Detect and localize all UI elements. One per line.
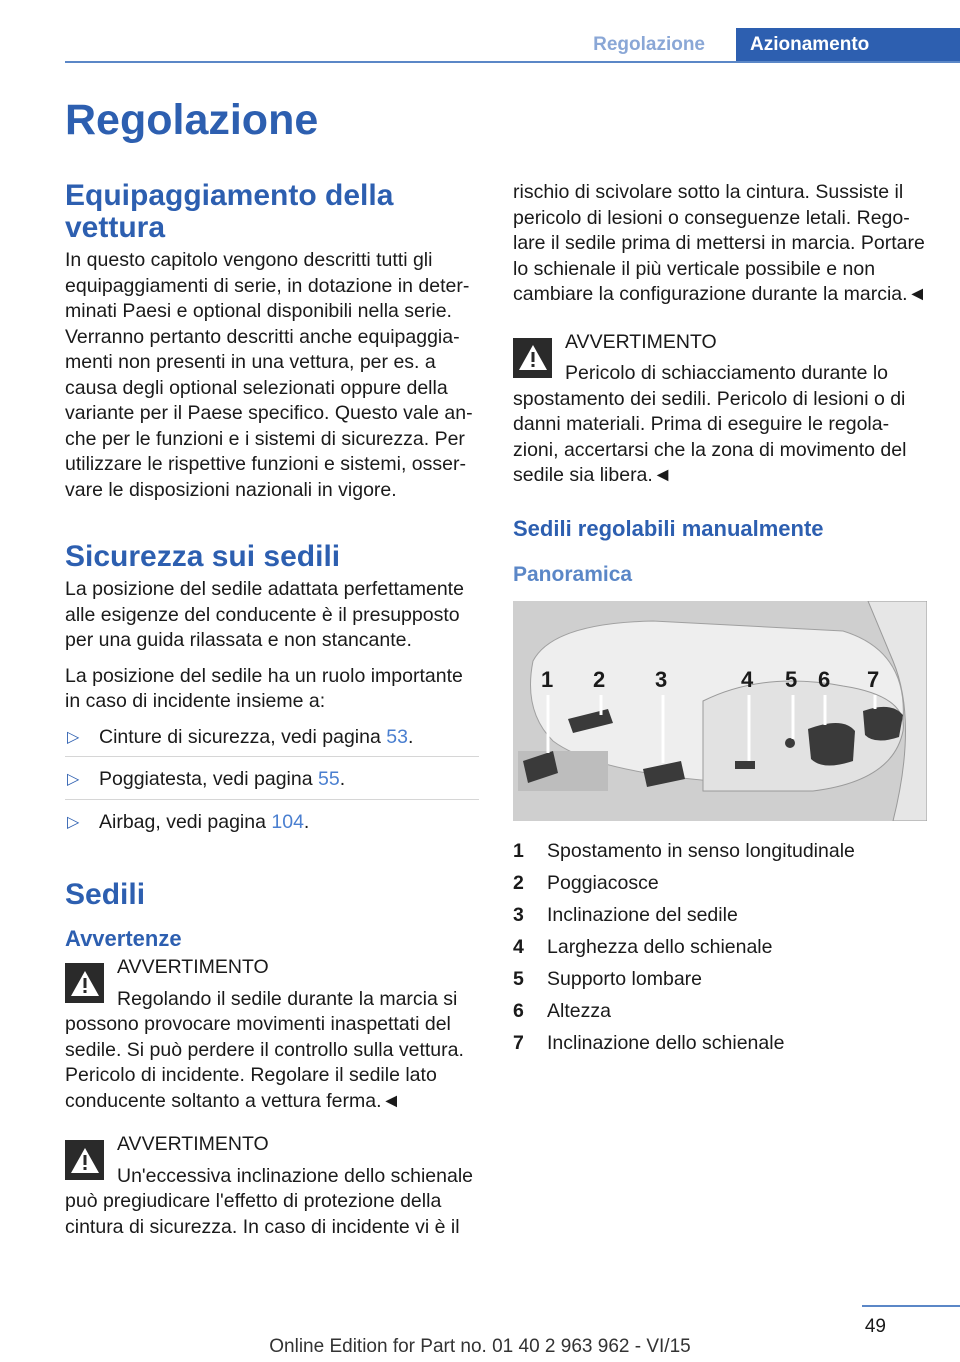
legend-item: 7 Inclinazione dello schienale — [513, 1031, 785, 1054]
page-number: 49 — [864, 1316, 886, 1337]
warning-text: spostamento dei sedili. Pericolo di lesioni o di danni materiali. Prima di eseguire le regolazioni, accertarsi che la zona di movimento del sedile sia libera.◄ — [513, 387, 907, 486]
legend-list — [513, 839, 927, 1057]
warning-text: può pregiudicare l'effetto di protezione della cintura di sicurezza. In caso di incidente vi è il — [65, 1190, 460, 1238]
warning-block — [65, 955, 479, 1114]
legend-item: 2 Poggiacosce — [513, 871, 659, 894]
warning-triangle-icon — [65, 1140, 104, 1180]
header-section-regolazione[interactable]: Regolazione — [593, 34, 705, 55]
seat-controls-illustration — [513, 601, 927, 821]
manual-seats-heading: Sedili regolabili manualmente — [513, 515, 824, 541]
triangle-bullet-icon: ▷ — [67, 728, 80, 746]
legend-item: 5 Supporto lombare — [513, 967, 703, 990]
warning-first-line: Pericolo di schiacciamento durante lo — [565, 362, 889, 384]
illustration-label-6: 6 — [818, 666, 831, 692]
seat-safety-p1: La posizione del sedile adattata perfettamente alle esigenze del conducente è il presupposto per una guida rilassata e non stancante. — [65, 578, 464, 651]
warning-first-line: Regolando il sedile durante la marcia si — [117, 987, 458, 1010]
warning-label: AVVERTIMENTO — [565, 330, 717, 353]
page-link[interactable]: 104 — [271, 810, 304, 833]
illustration-label-4: 4 — [741, 666, 754, 692]
legend-item: 6 Altezza — [513, 999, 611, 1022]
seat-safety-heading: Sicurezza sui sedili — [65, 540, 341, 573]
right-column — [513, 180, 927, 1063]
illustration-label-7: 7 — [867, 666, 880, 692]
triangle-bullet-icon: ▷ — [67, 771, 80, 788]
list-item: ▷ Poggiatesta, vedi pagina 55. — [65, 767, 479, 800]
header-rule — [65, 61, 960, 63]
equipment-text: In questo capitolo vengono descritti tutti gli equipaggiamenti di serie, in dotazione in determinati Paesi e optional disponibili nella serie. Verranno pertanto descritti anche equipaggiamenti non presenti in una vettura, per es. a causa degli optional selezionati oppure della variante per il Paese specifico. Questo vale anche per le funzioni e i sistemi di sicurezza. Per utilizzare le rispettive funzioni e sistemi, osservare le disposizioni nazionali in vigore. — [65, 249, 473, 501]
illustration-label-3: 3 — [655, 666, 668, 692]
list-item: ▷ Cinture di sicurezza, vedi pagina 53. — [65, 725, 479, 758]
seats-heading: Sedili — [65, 878, 146, 911]
edition-footer: Online Edition for Part no. 01 40 2 963 962 - VI/15 — [269, 1336, 691, 1357]
legend-item: 4 Larghezza dello schienale — [513, 935, 773, 958]
warning-triangle-icon — [65, 963, 104, 1003]
left-column — [65, 180, 479, 1258]
page-link[interactable]: 53 — [386, 725, 408, 748]
legend-item: 1 Spostamento in senso longitudinale — [513, 839, 855, 862]
illustration-label-5: 5 — [785, 666, 798, 692]
list-item: ▷ Airbag, vedi pagina 104. — [65, 810, 479, 842]
warning-label: AVVERTIMENTO — [117, 1133, 269, 1155]
warning-block — [65, 1132, 479, 1240]
warning-block — [513, 330, 927, 489]
seat-safety-p2: La posizione del sedile ha un ruolo importante in caso di incidente insieme a: — [65, 664, 463, 712]
safety-list — [65, 725, 479, 842]
warning-triangle-icon — [513, 338, 552, 378]
equipment-heading: Equipaggiamento della vettura — [65, 179, 394, 244]
legend-item: 3 Inclinazione del sedile — [513, 903, 738, 926]
illustration-label-1: 1 — [541, 666, 554, 692]
warning-label: AVVERTIMENTO — [117, 956, 269, 978]
illustration-label-2: 2 — [593, 666, 606, 692]
footer-rule — [862, 1305, 960, 1307]
page-link[interactable]: 55 — [318, 768, 340, 790]
header-section-azionamento[interactable]: Azionamento — [736, 28, 960, 62]
overview-heading: Panoramica — [513, 562, 633, 586]
triangle-bullet-icon: ▷ — [67, 813, 80, 831]
warning-first-line: Un'eccessiva inclinazione dello schienale — [117, 1164, 474, 1187]
page-title: Regolazione — [65, 96, 319, 144]
warning-text: possono provocare movimenti inaspettati del sedile. Si può perdere il controllo sulla vettura. Pericolo di incidente. Regolare il sedile lato conducente soltanto a vettura ferma.◄ — [65, 1013, 464, 1112]
warnings-heading: Avvertenze — [65, 926, 182, 951]
continued-text: rischio di scivolare sotto la cintura. Sussiste il pericolo di lesioni o conseguenze letali. Regolare il sedile prima di mettersi in marcia. Portare lo schienale il più verticale possibile e non cambiare la configurazione durante la marcia.◄ — [513, 181, 927, 305]
